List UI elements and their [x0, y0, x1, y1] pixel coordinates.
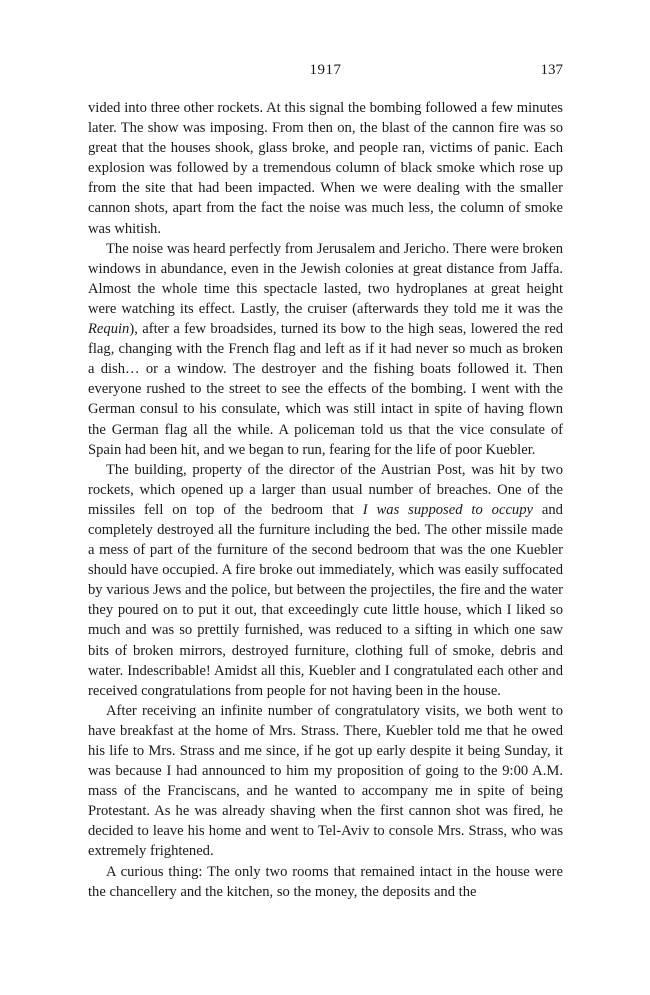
paragraph: [88, 701, 563, 862]
body-text: [88, 98, 563, 902]
page-number: 137: [540, 62, 563, 78]
paragraph: [88, 460, 563, 701]
text-run: and completely destroyed all the furniture including the bed. The other missile made a mess of part of the furniture of the second bedroom that was the one Kuebler should have occupied. A fire broke out immediately, which was easily suffocated by various Jews and the police, but between the projectiles, the fire and the water they poured on to put it out, that exceedingly cute little house, which I liked so much and was so prettily furnished, was reduced to a sifting in which one saw bits of broken mirrors, destroyed furniture, clothing full of smoke, debris and water. Indescribable! Amidst all this, Kuebler and I congratulated each other and received congratulations from people for not having been in the house.: [88, 501, 563, 699]
text-run: After receiving an infinite number of congratulatory visits, we both went to have breakfast at the home of Mrs. Strass. There, Kuebler told me that he owed his life to Mrs. Strass and me since, if he got up early despite it being Sunday, it was because I had announced to him my proposition of going to the 9:00 A.M. mass of the Franciscans, and he wanted to accompany me in spite of being Protestant. As he was already shaving when the first cannon shot was fired, he decided to leave his home and went to Tel-Aviv to console Mrs. Strass, who was extremely frightened.: [88, 702, 563, 860]
paragraph: [88, 862, 563, 902]
text-run: A curious thing: The only two rooms that remained intact in the house were the chancellery and the kitchen, so the money, the deposits and the: [88, 863, 563, 900]
running-title: 1917: [309, 62, 342, 78]
text-run: ), after a few broadsides, turned its bow to the high seas, lowered the red flag, changing with the French flag and left as if it had never so much as broken a dish… or a window. The destroyer and the fishing boats followed it. Then everyone rushed to the street to see the effects of the bombing. I went with the German consul to his consulate, which was still intact in spite of having flown the German flag all the while. A policeman told us that the vice consulate of Spain had been hit, and we began to run, fearing for the life of poor Kuebler.: [88, 321, 563, 458]
paragraph: [88, 98, 563, 239]
italic-text: Requin: [88, 321, 130, 338]
text-run: The building, property of the director of the Austrian Post, was hit by two rockets, which opened up a larger than usual number of breaches. One of the missiles fell on top of the bedroom that: [88, 461, 563, 518]
paragraph: [88, 239, 563, 460]
italic-text: I was supposed to occupy: [362, 501, 533, 518]
text-run: vided into three other rockets. At this signal the bombing followed a few minutes later. The show was imposing. From then on, the blast of the cannon fire was so great that the houses shook, glass broke, and people ran, victims of panic. Each explosion was followed by a tremendous column of black smoke which rose up from the site that had been impacted. When we were dealing with the smaller cannon shots, apart from the fact the noise was much less, the column of smoke was whitish.: [88, 100, 563, 237]
text-run: The noise was heard perfectly from Jerusalem and Jericho. There were broken windows in abundance, even in the Jewish colonies at great distance from Jaffa. Almost the whole time this spectacle lasted, two hydroplanes at great height were watching its effect. Lastly, the cruiser (afterwards they told me it was the: [88, 240, 563, 317]
running-header: [88, 62, 563, 82]
